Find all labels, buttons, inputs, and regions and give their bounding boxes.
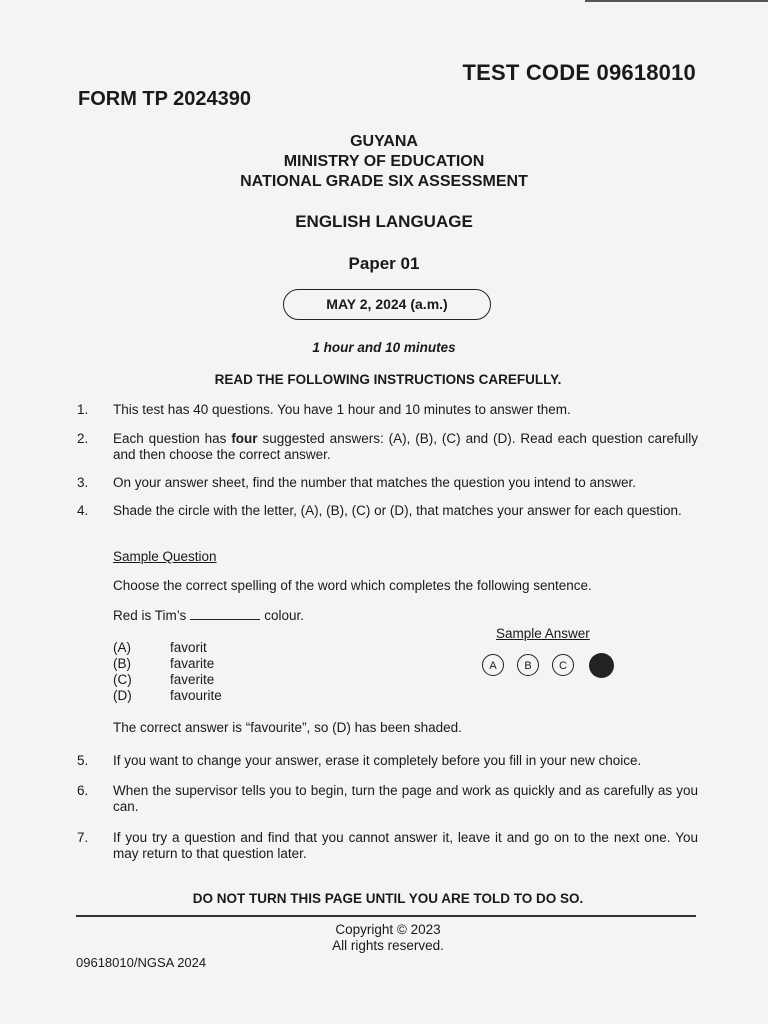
- instruction-item: [77, 753, 698, 769]
- instruction-text: This test has 40 questions. You have 1 hour and 10 minutes to answer them.: [113, 402, 571, 417]
- country: GUYANA: [350, 133, 418, 150]
- answer-option: (B) favarite: [113, 656, 215, 671]
- instruction-text: Shade the circle with the letter, (A), (B), (C) or (D), that matches your answer for each question.: [113, 503, 682, 518]
- copyright-notice: [0, 922, 768, 954]
- instruction-number: 2.: [77, 431, 89, 446]
- instruction-item: [77, 783, 698, 815]
- subject-title: ENGLISH LANGUAGE: [295, 212, 473, 231]
- instructions-heading: READ THE FOLLOWING INSTRUCTIONS CAREFULLY.: [214, 372, 562, 387]
- ministry: MINISTRY OF EDUCATION: [283, 153, 485, 170]
- instruction-text: On your answer sheet, find the number that matches the question you intend to answer.: [113, 475, 637, 490]
- assessment-name: NATIONAL GRADE SIX ASSESSMENT: [240, 173, 528, 190]
- instruction-item: [77, 503, 698, 519]
- sentence-blank: [190, 619, 260, 620]
- answer-bubble-a: A: [482, 654, 504, 676]
- answer-option: (D) favourite: [113, 688, 222, 703]
- instruction-item: [77, 402, 698, 418]
- instruction-item: [77, 475, 698, 491]
- copyright-line: Copyright © 2023: [335, 922, 441, 937]
- sample-prompt: Choose the correct spelling of the word which completes the following sentence.: [113, 578, 592, 593]
- answer-option: (A) favorit: [113, 640, 207, 655]
- paper-number: Paper 01: [348, 254, 420, 273]
- exam-date: MAY 2, 2024 (a.m.): [283, 289, 491, 320]
- exam-authority: [0, 132, 768, 192]
- emphasis-four: four: [231, 431, 258, 446]
- rights-line: All rights reserved.: [332, 938, 444, 953]
- instruction-text: When the supervisor tells you to begin, turn the page and work as quickly and as carefully as you can.: [113, 783, 698, 814]
- instruction-number: 5.: [77, 753, 89, 768]
- instruction-item: [77, 830, 698, 862]
- sample-question-heading: Sample Question: [113, 549, 217, 564]
- instruction-item: [77, 431, 698, 463]
- footer-code: 09618010/NGSA 2024: [76, 955, 207, 970]
- closing-warning: DO NOT TURN THIS PAGE UNTIL YOU ARE TOLD TO DO SO.: [192, 891, 584, 906]
- top-edge-line: [585, 0, 768, 2]
- sample-sentence: Red is Tim’s colour.: [113, 608, 305, 623]
- test-code: TEST CODE 09618010: [462, 60, 696, 85]
- answer-bubble-d-shaded: [589, 653, 614, 678]
- footer-divider: [76, 915, 696, 917]
- answer-bubble-c: C: [552, 654, 574, 676]
- sample-explanation: The correct answer is “favourite”, so (D) has been shaded.: [113, 720, 462, 735]
- sample-answer-heading: Sample Answer: [496, 626, 590, 641]
- instruction-number: 6.: [77, 783, 89, 798]
- instruction-text: If you want to change your answer, erase it completely before you fill in your new choice.: [113, 753, 642, 768]
- instruction-number: 4.: [77, 503, 89, 518]
- instruction-number: 7.: [77, 830, 89, 845]
- exam-duration: 1 hour and 10 minutes: [312, 340, 456, 355]
- instruction-number: 1.: [77, 402, 89, 417]
- answer-bubble-b: B: [517, 654, 539, 676]
- answer-option: (C) faverite: [113, 672, 215, 687]
- form-number: FORM TP 2024390: [78, 88, 252, 110]
- instruction-text: Each question has four suggested answers: (A), (B), (C) and (D). Read each question carefully and then choose the correct answer.: [113, 431, 698, 462]
- instruction-number: 3.: [77, 475, 89, 490]
- instruction-text: If you try a question and find that you cannot answer it, leave it and go on to the next one. You may return to that question later.: [113, 830, 698, 861]
